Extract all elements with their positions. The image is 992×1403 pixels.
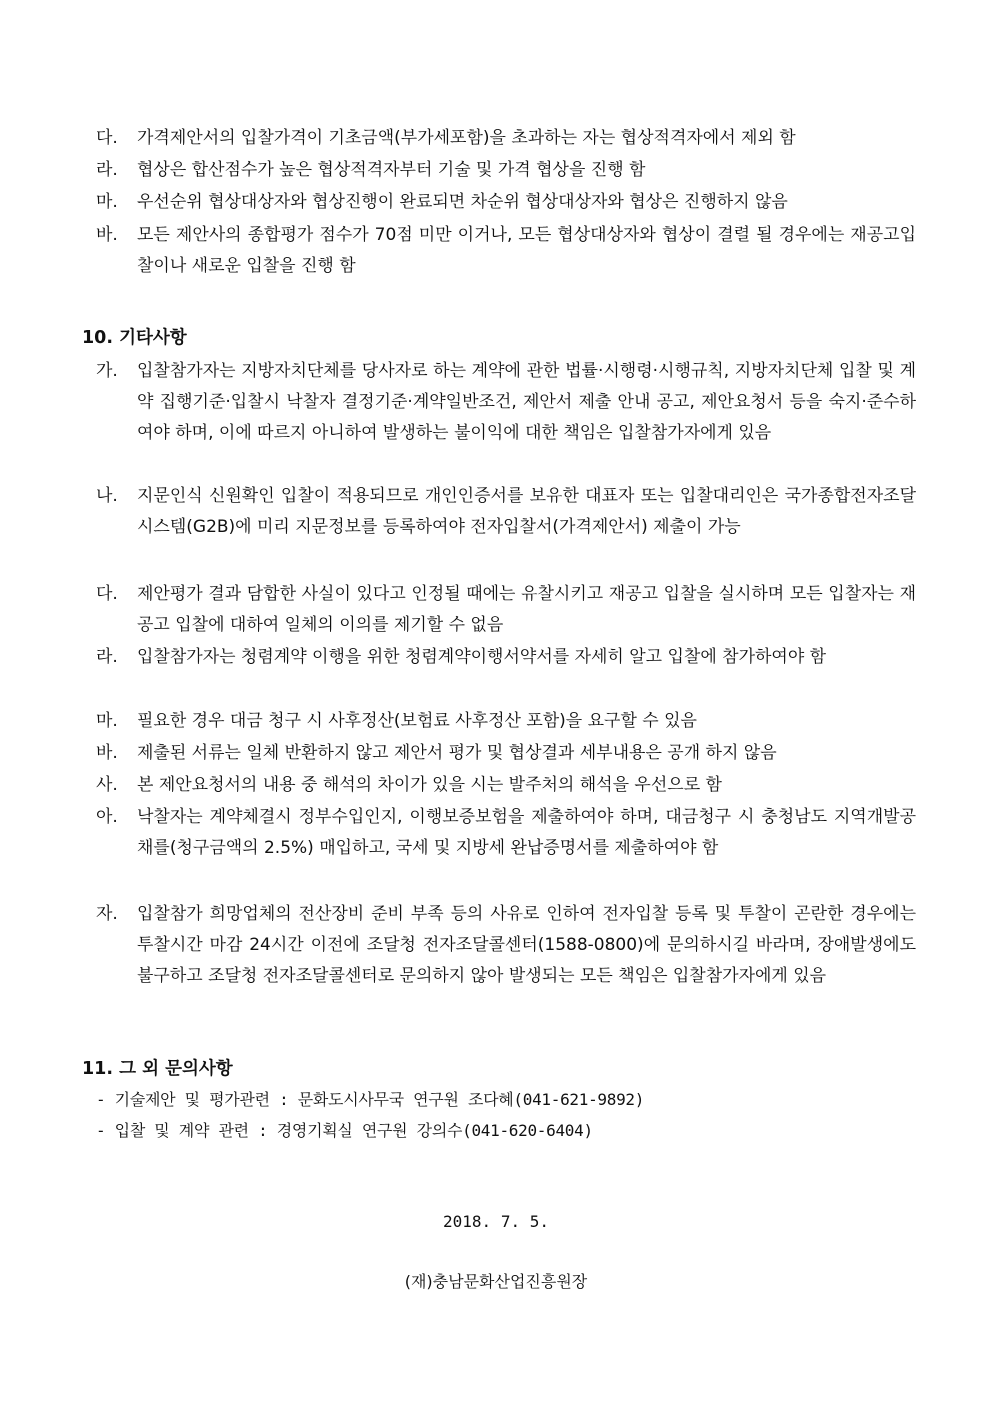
- list-item: [96, 123, 916, 154]
- list-marker: 자.: [96, 904, 118, 924]
- list-marker: 사.: [96, 775, 118, 795]
- list-item: [96, 802, 916, 864]
- list-item: [96, 706, 916, 737]
- list-marker: 마.: [96, 711, 118, 731]
- list-marker: 라.: [96, 647, 118, 667]
- list-item: [96, 642, 916, 673]
- list-marker: 바.: [96, 743, 118, 763]
- list-item: [96, 770, 916, 801]
- organization-signature: (재)충남문화산업진흥원장: [404, 1272, 588, 1291]
- list-text: 가격제안서의 입찰가격이 기초금액(부가세포함)을 초과하는 자는 협상적격자에서 제외 함: [137, 128, 796, 148]
- list-text: 입찰참가 희망업체의 전산장비 준비 부족 등의 사유로 인하여 전자입찰 등록 및 투찰이 곤란한 경우에는 투찰시간 마감 24시간 이전에 조달청 전자조달콜센터(1588-0800)에 문의하시길 바라며, 장애발생에도 불구하고 조달청 전자조달콜센터로 문의하지 않아 발생되는 모든 책임은 입찰참가자에게 있음: [137, 904, 916, 986]
- list-text: 우선순위 협상대상자와 협상진행이 완료되면 차순위 협상대상자와 협상은 진행하지 않음: [137, 192, 788, 212]
- list-text: 입찰참가자는 지방자치단체를 당사자로 하는 계약에 관한 법률·시행령·시행규칙, 지방자치단체 입찰 및 계약 집행기준·입찰시 낙찰자 결정기준·계약일반조건, 제안서 제출 안내 공고, 제안요청서 등을 숙지·준수하여야 하며, 이에 따르지 아니하여 발생하는 불이익에 대한 책임은 입찰참가자에게 있음: [137, 361, 916, 443]
- section-heading: 11. 그 외 문의사항: [82, 1059, 233, 1079]
- document-date: 2018. 7. 5.: [443, 1212, 549, 1231]
- list-item: [96, 738, 916, 769]
- contact-line: - 입찰 및 계약 관련 : 경영기획실 연구원 강의수(041-620-6404): [96, 1121, 593, 1140]
- list-marker: 나.: [96, 486, 118, 506]
- list-item: [96, 220, 916, 282]
- list-marker: 다.: [96, 584, 118, 604]
- list-item: [96, 899, 916, 992]
- section-heading: 10. 기타사항: [82, 328, 187, 348]
- list-item: [96, 579, 916, 641]
- list-text: 모든 제안사의 종합평가 점수가 70점 미만 이거나, 모든 협상대상자와 협상이 결렬 될 경우에는 재공고입찰이나 새로운 입찰을 진행 함: [137, 225, 916, 276]
- list-text: 입찰참가자는 청렴계약 이행을 위한 청렴계약이행서약서를 자세히 알고 입찰에 참가하여야 함: [137, 647, 827, 667]
- list-marker: 바.: [96, 225, 118, 245]
- list-text: 본 제안요청서의 내용 중 해석의 차이가 있을 시는 발주처의 해석을 우선으로 함: [137, 775, 722, 795]
- list-marker: 아.: [96, 807, 118, 827]
- contact-line: - 기술제안 및 평가관련 : 문화도시사무국 연구원 조다혜(041-621-9892): [96, 1090, 645, 1109]
- list-text: 제안평가 결과 담합한 사실이 있다고 인정될 때에는 유찰시키고 재공고 입찰을 실시하며 모든 입찰자는 재공고 입찰에 대하여 일체의 이의를 제기할 수 없음: [137, 584, 916, 635]
- list-marker: 가.: [96, 361, 118, 381]
- list-text: 낙찰자는 계약체결시 정부수입인지, 이행보증보험을 제출하여야 하며, 대금청구 시 충청남도 지역개발공채를(청구금액의 2.5%) 매입하고, 국세 및 지방세 완납증명서를 제출하여야 함: [137, 807, 916, 858]
- list-text: 협상은 합산점수가 높은 협상적격자부터 기술 및 가격 협상을 진행 함: [137, 160, 646, 180]
- list-marker: 라.: [96, 160, 118, 180]
- list-item: [96, 155, 916, 186]
- list-item: [96, 356, 916, 449]
- list-item: [96, 481, 916, 543]
- list-marker: 마.: [96, 192, 118, 212]
- list-text: 지문인식 신원확인 입찰이 적용되므로 개인인증서를 보유한 대표자 또는 입찰대리인은 국가종합전자조달시스템(G2B)에 미리 지문정보를 등록하여야 전자입찰서(가격제안서) 제출이 가능: [137, 486, 916, 537]
- list-marker: 다.: [96, 128, 118, 148]
- list-text: 필요한 경우 대금 청구 시 사후정산(보험료 사후정산 포함)을 요구할 수 있음: [137, 711, 697, 731]
- list-text: 제출된 서류는 일체 반환하지 않고 제안서 평가 및 협상결과 세부내용은 공개 하지 않음: [137, 743, 777, 763]
- list-item: [96, 187, 916, 218]
